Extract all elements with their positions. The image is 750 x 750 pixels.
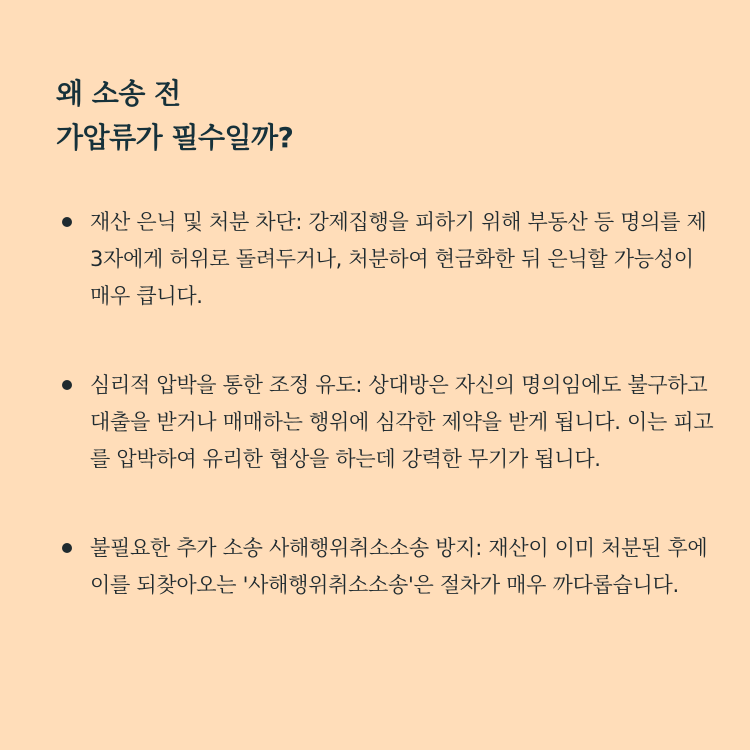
list-item <box>58 367 718 478</box>
list-item <box>58 530 718 604</box>
bullet-dot-icon <box>62 543 72 553</box>
list-item-text: 재산 은닉 및 처분 차단: 강제집행을 피하기 위해 부동산 등 명의를 제3자에게 허위로 돌려두거나, 처분하여 현금화한 뒤 은닉할 가능성이 매우 큽니다. <box>90 210 707 308</box>
list-item <box>58 204 718 315</box>
title-line-1: 왜 소송 전 <box>56 77 181 110</box>
page-title <box>56 72 293 160</box>
title-line-2: 가압류가 필수일까? <box>56 121 294 154</box>
bullet-dot-icon <box>62 380 72 390</box>
list-item-text: 불필요한 추가 소송 사해행위취소소송 방지: 재산이 이미 처분된 후에 이를 되찾아오는 '사해행위취소소송'은 절차가 매우 까다롭습니다. <box>90 536 708 597</box>
list-item-text: 심리적 압박을 통한 조정 유도: 상대방은 자신의 명의임에도 불구하고 대출을 받거나 매매하는 행위에 심각한 제약을 받게 됩니다. 이는 피고를 압박하여 유리한 협상을 하는데 강력한 무기가 됩니다. <box>90 373 714 471</box>
bullet-dot-icon <box>62 217 72 227</box>
bullet-list <box>58 204 718 604</box>
